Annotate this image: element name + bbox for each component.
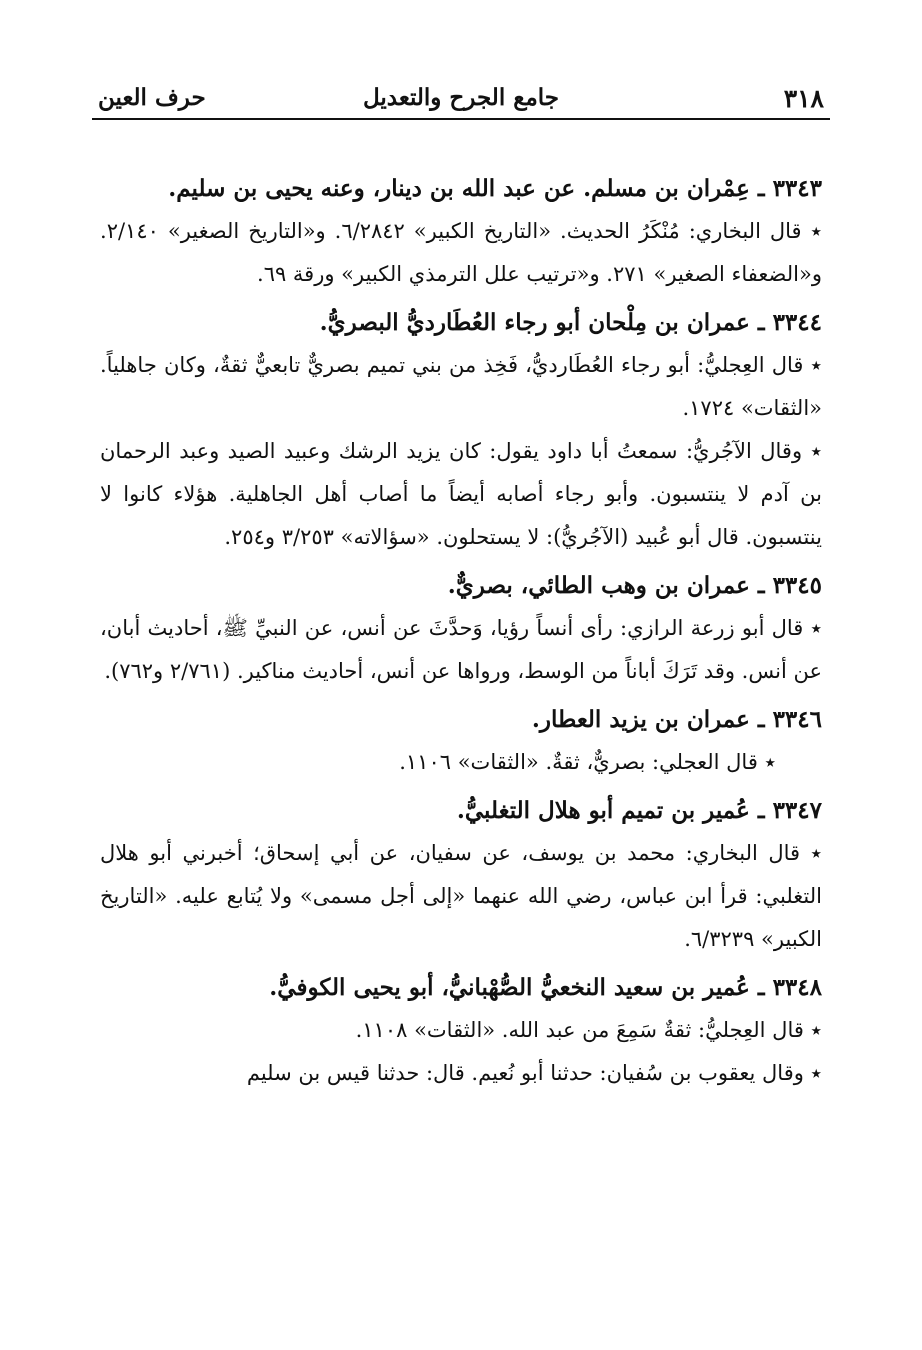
entry-paragraph: ٭ قال العِجليُّ: ثقةٌ سَمِعَ من عبد الله. «الثقات» ١١٠٨. <box>355 1018 822 1042</box>
entry-heading: ٣٣٤٦ ـ عمران بن يزيد العطار. <box>531 706 822 733</box>
entry-paragraph: ٭ قال البخاري: مُنْكَرُ الحديث. «التاريخ الكبير» ٦/٢٨٤٢. و«التاريخ الصغير» ٢/١٤٠. و«الضعفاء الصغير» ٢٧١. و«ترتيب علل الترمذي الكبير» ورقة ٦٩. <box>100 219 823 286</box>
entry-heading: ٣٣٤٧ ـ عُمير بن تميم أبو هلال التغلبيُّ. <box>456 797 822 824</box>
entry-paragraph: ٭ قال أبو زرعة الرازي: رأى أنساً رؤيا، وَحدَّثَ عن أنس، عن النبيِّ ﷺ، أحاديث أبان، عن أنس. وقد تَرَكَ أباناً من الوسط، ورواها عن أنس، أحاديث مناكير. (٢/٧٦١ و٧٦٢). <box>100 616 822 683</box>
entry-heading: ٣٣٤٤ ـ عمران بن مِلْحان أبو رجاء العُطَارديُّ البصريُّ. <box>319 309 822 336</box>
entry-3347 <box>100 790 822 961</box>
entry-paragraph: ٭ وقال يعقوب بن سُفيان: حدثنا أبو نُعيم. قال: حدثنا قيس بن سليم <box>246 1061 822 1085</box>
page-number: ٣١٨ <box>783 84 824 113</box>
entry-paragraph: ٭ قال العجلي: بصريٌّ، ثقةٌ. «الثقات» ١١٠٦. <box>399 750 776 774</box>
entry-3348 <box>100 967 822 1095</box>
running-head <box>92 82 830 120</box>
entry-3346 <box>100 699 822 784</box>
entry-3344 <box>100 302 822 559</box>
entry-heading: ٣٣٤٣ ـ عِمْران بن مسلم. عن عبد الله بن دينار، وعنه يحيى بن سليم. <box>168 175 822 202</box>
entry-heading: ٣٣٤٥ ـ عمران بن وهب الطائي، بصريٌّ. <box>447 572 822 599</box>
section-title: حرف العين <box>98 84 206 111</box>
entry-3343 <box>100 168 822 296</box>
entry-3345 <box>100 565 822 693</box>
entry-paragraph: ٭ قال العِجليُّ: أبو رجاء العُطَارديُّ، فَخِذ من بني تميم بصريٌّ تابعيٌّ ثقةٌ، وكان جاهلياً. «الثقات» ١٧٢٤. <box>100 353 822 420</box>
book-title: جامع الجرح والتعديل <box>362 84 560 111</box>
entry-paragraph: ٭ وقال الآجُريُّ: سمعتُ أبا داود يقول: كان يزيد الرشك وعبيد الصيد وعبد الرحمان بن آدم لا ينتسبون. وأبو رجاء أصابه أيضاً ما أصاب أهل الجاهلية. هؤلاء كانوا لا ينتسبون. قال أبو عُبيد (الآجُريُّ): لا يستحلون. «سؤالاته» ٣/٢٥٣ و٢٥٤. <box>100 439 822 549</box>
page-body <box>100 168 822 1101</box>
entry-paragraph: ٭ قال البخاري: محمد بن يوسف، عن سفيان، عن أبي إسحاق؛ أخبرني أبو هلال التغلبي: قرأ ابن عباس، رضي الله عنهما «إلى أجل مسمى» ولا يُتابع عليه. «التاريخ الكبير» ٦/٣٢٣٩. <box>100 841 822 951</box>
entry-heading: ٣٣٤٨ ـ عُمير بن سعيد النخعيُّ الصُّهْبانيُّ، أبو يحيى الكوفيُّ. <box>269 974 822 1001</box>
